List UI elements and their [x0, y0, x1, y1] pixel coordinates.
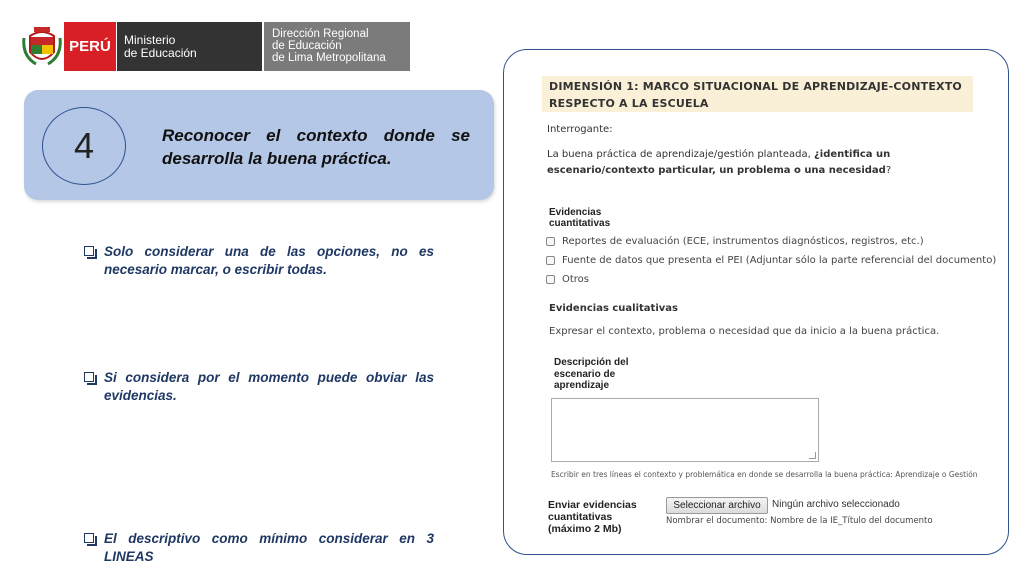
question-bold: ¿identifica un escenario/contexto particular, un problema o una necesidad: [547, 149, 891, 176]
directorate-line-2: de Educación: [272, 40, 342, 52]
checkbox-option-pei[interactable]: [546, 255, 996, 266]
peru-logo: [64, 22, 116, 71]
upload-label-line-3: (máximo 2 Mb): [548, 523, 622, 535]
checkbox[interactable]: [546, 237, 555, 246]
quantitative-title-line-2: cuantitativas: [549, 218, 611, 229]
checkbox-label: Fuente de datos que presenta el PEI (Adjuntar sólo la parte referencial del documento): [562, 255, 997, 266]
dimension-header-line-1: DIMENSIÓN 1: MARCO SITUACIONAL DE APRENDIZAJE-CONTEXTO: [549, 80, 962, 93]
national-crest-logo: [22, 26, 62, 70]
dimension-header: [542, 76, 973, 112]
checkbox-option-otros[interactable]: [546, 274, 589, 285]
checkbox-option-reportes[interactable]: [546, 236, 924, 247]
step-number: 4: [42, 107, 126, 185]
checkbox[interactable]: [546, 256, 555, 265]
question-suffix: ?: [885, 165, 892, 176]
quantitative-title-line-1: Evidencias: [549, 207, 602, 218]
note-text: Solo considerar una de las opciones, no es necesario marcar, o escribir todas.: [104, 244, 434, 277]
checkbox-bullet-icon: [84, 533, 94, 543]
note-item: [82, 243, 434, 279]
ministry-line-2: de Educación: [124, 46, 197, 60]
checkbox[interactable]: [546, 275, 555, 284]
checkbox-label: Otros: [562, 274, 590, 285]
upload-label-line-1: Enviar evidencias: [548, 499, 637, 511]
upload-label-line-2: cuantitativas: [548, 511, 613, 523]
checkbox-bullet-icon: [84, 372, 94, 382]
file-status: Ningún archivo seleccionado: [772, 499, 900, 510]
directorate-line-1: Dirección Regional: [272, 28, 369, 40]
note-item: [82, 369, 434, 405]
directorate-line-3: de Lima Metropolitana: [272, 52, 386, 64]
upload-label: [548, 499, 658, 535]
qualitative-prompt: Expresar el contexto, problema o necesidad que da inicio a la buena práctica.: [549, 326, 940, 337]
description-label-line-2: escenario de: [554, 368, 616, 380]
note-text: El descriptivo como mínimo considerar en 3 LINEAS: [104, 531, 434, 564]
select-file-button[interactable]: Seleccionar archivo: [666, 497, 768, 514]
question-text: [547, 147, 977, 179]
interrogante-label: Interrogante:: [547, 124, 613, 135]
file-naming-help: Nombrar el documento: Nombre de la IE_Título del documento: [666, 516, 933, 526]
directorate-logo: [264, 22, 410, 71]
description-label: [554, 357, 644, 392]
description-label-line-1: Descripción del: [554, 357, 629, 368]
step-title: Reconocer el contexto donde se desarrolla la buena práctica.: [162, 126, 470, 168]
qualitative-evidence-title: Evidencias cualitativas: [549, 303, 678, 314]
checkbox-label: Reportes de evaluación (ECE, instrumentos diagnósticos, registros, etc.): [562, 236, 924, 247]
ministry-logo: [117, 22, 262, 71]
question-prefix: La buena práctica de aprendizaje/gestión planteada,: [547, 149, 814, 160]
checkbox-bullet-icon: [84, 246, 94, 256]
dimension-header-line-2: RESPECTO A LA ESCUELA: [549, 97, 709, 110]
description-textarea[interactable]: [551, 398, 819, 462]
quantitative-evidence-title: [549, 207, 610, 229]
note-item: [82, 530, 434, 566]
ministry-line-1: Ministerio: [124, 33, 176, 47]
description-hint: Escribir en tres líneas el contexto y problemática en donde se desarrolla la buena práctica: Aprendizaje o Gestión: [551, 470, 978, 479]
peru-label: PERÚ: [69, 38, 111, 55]
note-text: Si considera por el momento puede obviar las evidencias.: [104, 370, 434, 403]
description-label-line-3: aprendizaje: [554, 380, 610, 391]
